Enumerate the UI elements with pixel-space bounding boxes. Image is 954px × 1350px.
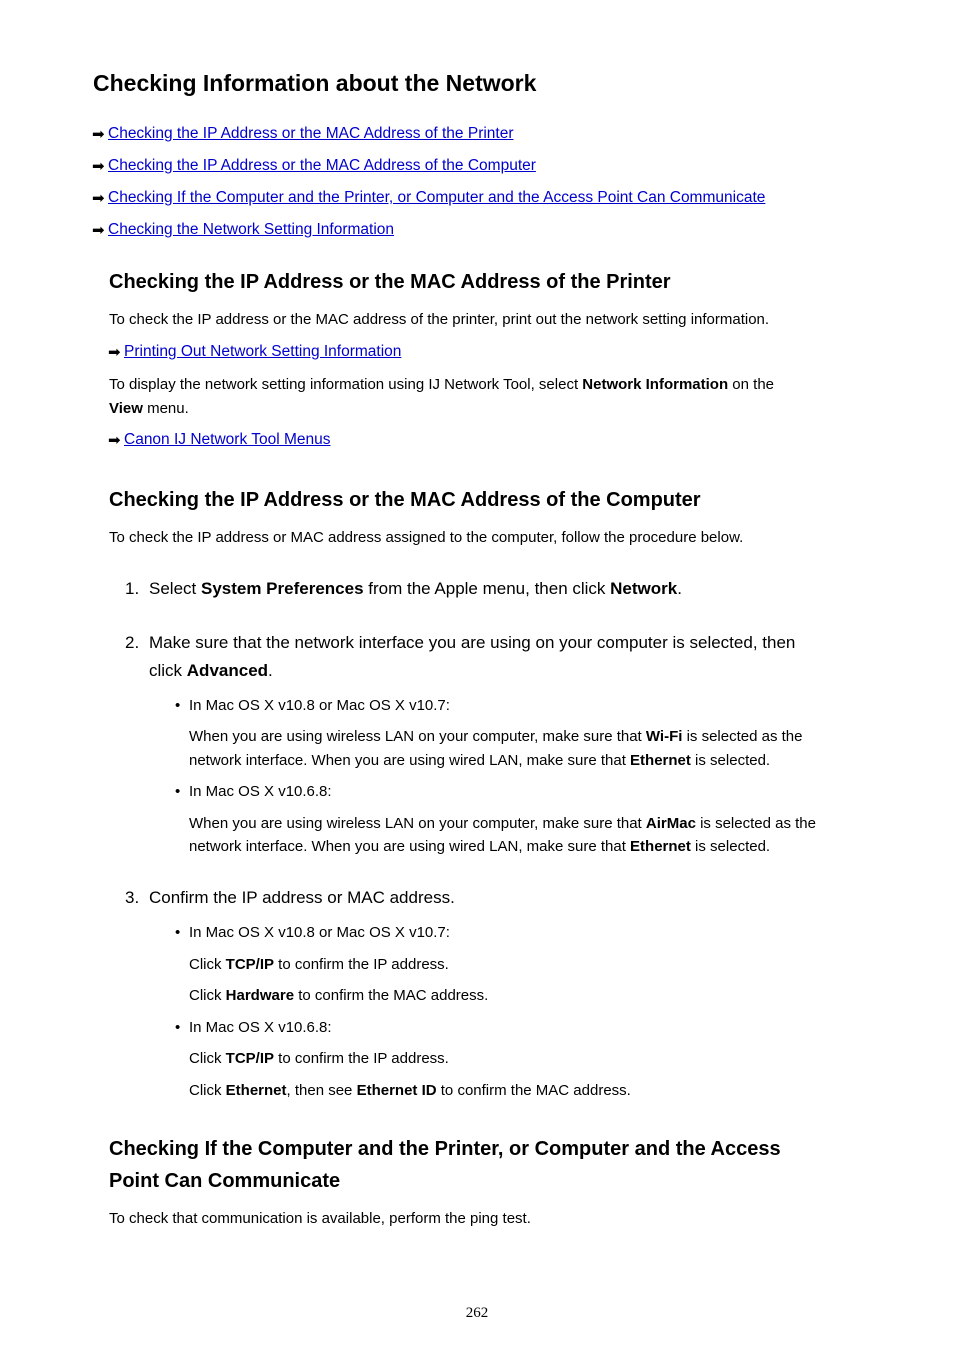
step-3: 3. Confirm the IP address or MAC address. [125,888,455,907]
toc-link-communicate[interactable]: Checking If the Computer and the Printer, or Computer and the Access Point Can Communicate [108,189,766,206]
paragraph: To check that communication is available, perform the ping test. [109,1210,531,1227]
bullet-detail: Click TCP/IP to confirm the IP address. [189,956,449,973]
link-printing-out-network-setting[interactable]: Printing Out Network Setting Information [124,343,402,360]
arrow-right-icon: ➡ [92,157,105,175]
section-heading-communicate: Checking If the Computer and the Printer, or Computer and the Access [109,1138,781,1160]
arrow-right-icon: ➡ [92,189,105,207]
link-ij-network-tool-menus[interactable]: Canon IJ Network Tool Menus [124,431,331,448]
toc-link-computer-address[interactable]: Checking the IP Address or the MAC Address of the Computer [108,157,536,174]
bullet-item: • In Mac OS X v10.6.8: [175,1019,332,1036]
bullet-item: • In Mac OS X v10.6.8: [175,783,332,800]
bullet-item: • In Mac OS X v10.8 or Mac OS X v10.7: [175,924,450,941]
toc-item[interactable] [92,125,514,143]
bullet-detail: When you are using wireless LAN on your computer, make sure that AirMac is selected as the [189,815,816,832]
page-title: Checking Information about the Network [93,70,537,96]
page-number: 262 [465,1305,489,1321]
bullet-detail: Click Ethernet, then see Ethernet ID to confirm the MAC address. [189,1082,631,1099]
paragraph: To check the IP address or MAC address assigned to the computer, follow the procedure below. [109,529,744,546]
bullet-detail: Click Hardware to confirm the MAC address. [189,987,489,1004]
bullet-item: • In Mac OS X v10.8 or Mac OS X v10.7: [175,697,450,714]
section-heading-printer-address: Checking the IP Address or the MAC Address of the Printer [109,271,671,293]
inline-link-item[interactable] [108,431,330,449]
paragraph: To display the network setting information using IJ Network Tool, select Network Information on the [109,376,775,393]
section-heading-computer-address: Checking the IP Address or the MAC Address of the Computer [109,489,701,511]
arrow-right-icon: ➡ [108,343,121,361]
paragraph: To check the IP address or the MAC address of the printer, print out the network setting information. [109,311,770,328]
toc-item[interactable] [92,221,394,239]
section-heading-communicate-continued: Point Can Communicate [109,1170,341,1192]
toc-link-setting-info[interactable]: Checking the Network Setting Information [108,221,395,238]
step-2-continued: click Advanced. [149,661,273,680]
bullet-detail: network interface. When you are using wired LAN, make sure that Ethernet is selected. [189,838,771,855]
toc-item[interactable] [92,157,536,175]
step-1: 1. Select System Preferences from the Apple menu, then click Network. [125,579,682,598]
toc-item[interactable] [92,189,765,207]
bullet-detail: When you are using wireless LAN on your computer, make sure that Wi-Fi is selected as the [189,728,803,745]
arrow-right-icon: ➡ [92,221,105,239]
toc-link-printer-address[interactable]: Checking the IP Address or the MAC Address of the Printer [108,125,514,142]
bullet-detail: network interface. When you are using wired LAN, make sure that Ethernet is selected. [189,752,771,769]
step-2: 2. Make sure that the network interface you are using on your computer is selected, then [125,633,796,652]
arrow-right-icon: ➡ [92,125,105,143]
inline-link-item[interactable] [108,343,401,361]
bullet-detail: Click TCP/IP to confirm the IP address. [189,1050,449,1067]
arrow-right-icon: ➡ [108,431,121,449]
paragraph-continued: View menu. [109,400,189,417]
